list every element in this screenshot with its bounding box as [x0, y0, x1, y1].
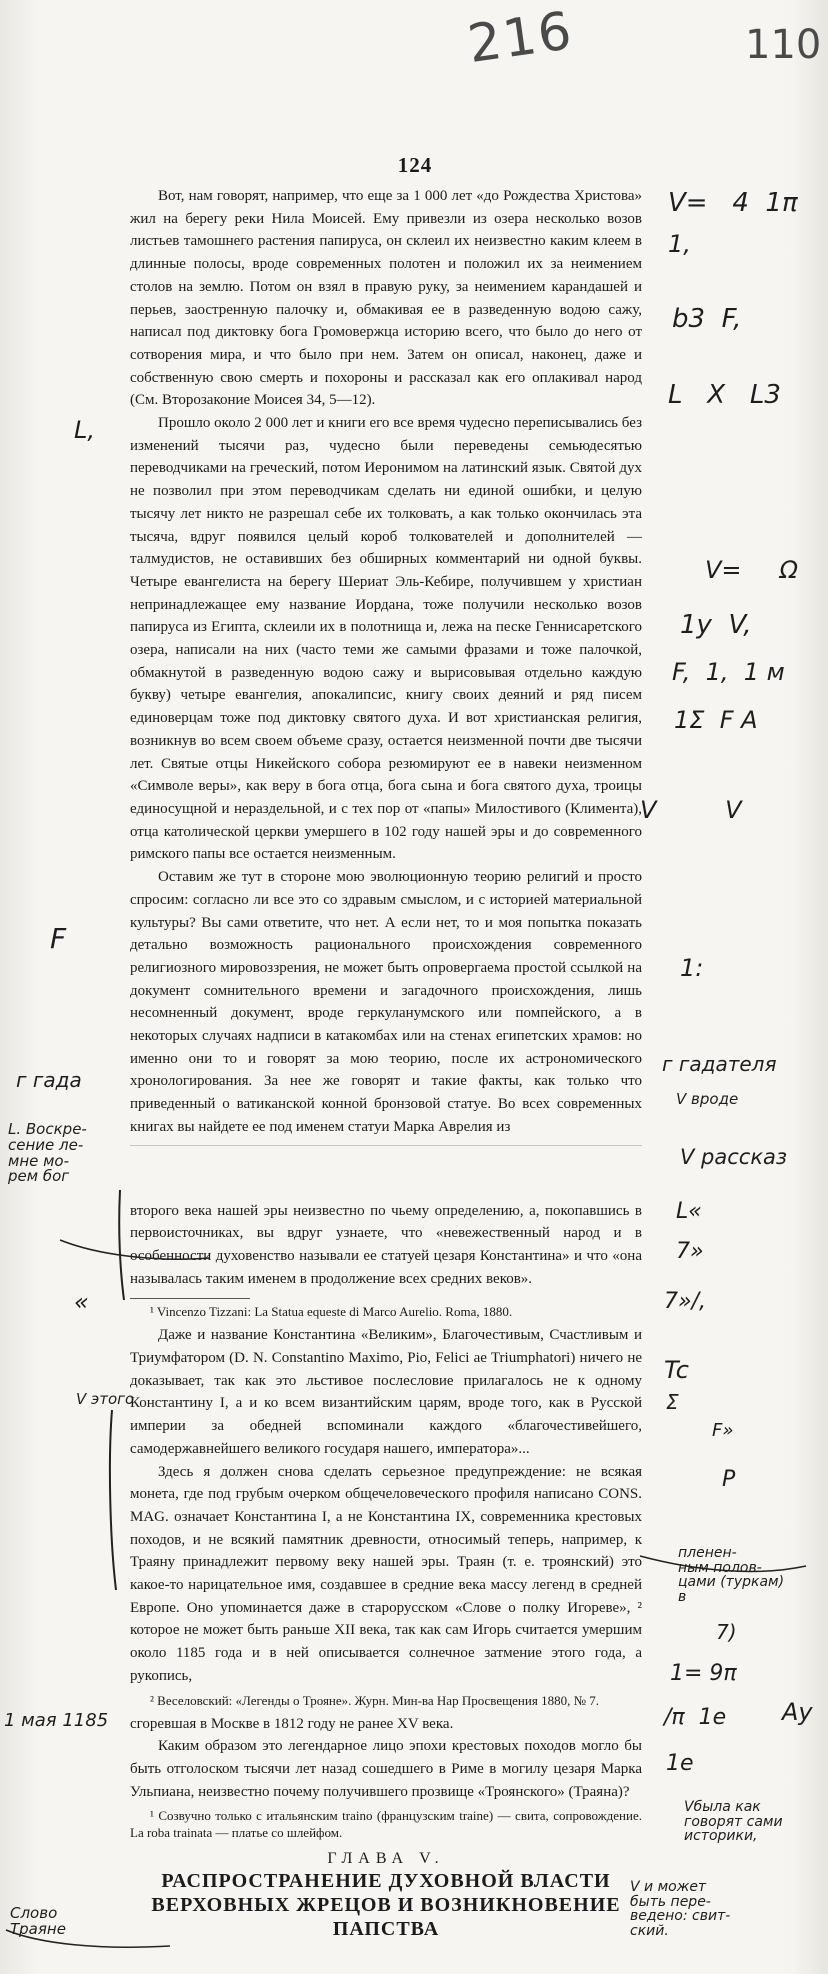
margin-note: /π 1e	[664, 1705, 727, 1730]
margin-note: P	[722, 1467, 736, 1492]
margin-note: 1y V,	[680, 610, 752, 640]
chapter-title: РАСПРОСТРАНЕНИЕ ДУХОВНОЙ ВЛАСТИ ВЕРХОВНЫХ ЖРЕЦОВ И ВОЗНИКНОВЕНИЕ ПАПСТВА	[151, 1870, 621, 1941]
margin-note: 1,	[668, 230, 691, 258]
margin-note: Tc	[664, 1356, 689, 1384]
paragraph: Прошло около 2 000 лет и книги его все время чудесно переписывались без изменений тысячи раз, чудесно были переведены семьюдесятью переводчиками на греческий, потом Иеронимом на латинский язык. Святой дух не позволил при этом переводчикам сделать ни единой ошибки, и целую тысячу лет никто не разрешал себе их толковать, а как только окончилась эта тысяча, вдруг появился целый короб толкователей и дополнителей — талмудистов, не оставивших без обширных комментарий ни одной буквы. Четыре евангелиста на берегу Шериат Эль-Кебире, получившем у христиан непринадлежащее ему название Иордана, тоже получили несколько возов папируса из Египта, склеили их в полотнища и, лежа на песке Геннисаретского озера, написали на них (часто теми же самыми фразами и тоже палочкой, обмакнутой в разведенную водою сажу и вырисовывая отдельно каждую букву) четыре евангелия, апокалипсис, книгу своих деяний и ряд писем единоверцам тоже под диктовку святого духа. И вот христианская религия, возникнув во всем своем объеме сразу, остается неизменной почти две тысячи лет. Святые отцы Никейского собора резюмируют ее в навеки неизменном «Символе веры», как веру в бога отца, бога сына и бога святого духа, троицы единосущной и нераздельной, и с тех пор от «папы» Милостивого (Климента), отца католической церкви умершего в 102 году нашей эры и до современного римского папы все остается неизменным.	[130, 415, 642, 863]
paragraph-continuation: сгоревшая в Москве в 1812 году не ранее XV века.	[130, 1715, 454, 1732]
margin-note: F	[50, 922, 67, 955]
margin-note: L Χ L3	[668, 380, 781, 410]
footnote: ² Веселовский: «Легенды о Трояне». Журн. Мин-ва Нар Просвещения 1880, № 7.	[150, 1692, 599, 1708]
margin-note: Слово Траяне	[10, 1904, 66, 1938]
paragraph: Вот, нам говорят, например, что еще за 1 000 лет «до Рождества Христова» жил на берегу реки Нила Моисей. Ему привезли из озера несколько возов листьев тамошнего растения папируса, он склеил их неизвестно каким клеем в длинные полосы, вроде современных полотен и положил их за неимением столов на землю. Потом он взял в правую руку, за неимением карандашей и перьев, заостренную палочку и, обмакивая ее в разведенную водою сажу, написал под диктовку бога Громовержца историю всего, что было до него от сотворения мира, и что было при нем. Затем он описал, наконец, даже и собственную свою смерть и похороны и рассказал как его оплакивал народ (См. Второзаконие Моисея 34, 5—12).	[130, 188, 642, 409]
paragraph-continuation: второго века нашей эры неизвестно по чьему определению, а, покопавшись в первоисточниках, вы вдруг узнаете, что «невежественный народ и в особенности духовенство называли ее статуей цезаря Константина» и что «она называлась таким именем в продолжение всех средних веков».	[130, 1202, 642, 1287]
paragraph: Даже и название Константина «Великим», Благочестивым, Счастливым и Триумфатором (D. N. Constantino Maximo, Pio, Felici ae Triumphatori) ничего не доказывает, так как это льстивое послесловие прилагалось не к одному Константину I, а и ко всем византийским царям, вроде того, как в Русской империи за обедней вспоминали каждого «благочестивейшего, самодержавнейшего великого государя нашего, императора»...	[130, 1327, 642, 1457]
archive-number-stamp: 216	[464, 0, 577, 76]
margin-note: Σ	[666, 1390, 679, 1414]
margin-note: «	[74, 1288, 89, 1316]
margin-note: 1:	[680, 954, 704, 982]
margin-note: 7»/,	[664, 1289, 706, 1314]
margin-note: 1e	[666, 1751, 694, 1776]
margin-note: V= 4 1π	[668, 188, 798, 218]
margin-note: 7»	[676, 1239, 704, 1264]
corner-page-number: 110	[745, 22, 822, 68]
footnote: ¹ Созвучно только с итальянским traino (французским traine) — свита, сопровождение. La roba trainata — платье со шлейфом.	[130, 1808, 642, 1841]
paragraph: Здесь я должен снова сделать серьезное предупреждение: не всякая монета, где под грубым очерком общечеловеческого профиля написано CONS. MAG. означает Константина I, а не Константина IX, современника крестовых походов, и не всякий памятник древности, относимый теперь, например, к Траяну принадлежит первому веку нашей эры. Траян (т. е. троянский) это какое-то нарицательное имя, создавшее в средние века массу легенд в средней Европе. Оно упоминается даже в старорусском «Слове о полку Игореве», ² которое не может быть раньше XII века, так как сам Игорь считается умершим около 1185 года и в ней описывается солнечное затмение этого года, а рукопись,	[130, 1463, 642, 1684]
margin-note: V рассказ	[680, 1145, 788, 1169]
margin-note: 7)	[716, 1620, 737, 1644]
margin-note: L«	[676, 1199, 702, 1224]
margin-note: V V	[640, 796, 742, 824]
margin-note: V и может быть пере- ведено: свит- ский.	[630, 1879, 731, 1940]
margin-note: F»	[712, 1420, 734, 1441]
margin-note: L,	[74, 416, 95, 444]
main-text	[130, 185, 642, 1941]
margin-note: b3 F,	[672, 304, 742, 334]
margin-note: 1 мая 1185	[4, 1710, 109, 1731]
paragraph: Каким образом это легендарное лицо эпохи крестовых походов могло бы быть отголоском тысячи лет назад сошедшего в Риме в могилу цезаря Марка Ульпиана, неизвестно почему получившего прозвище «Троянского» (Траяна)?	[130, 1738, 642, 1800]
margin-note: 1Σ F A	[674, 706, 758, 734]
margin-note: V этого	[76, 1390, 135, 1408]
page-number: 124	[397, 153, 433, 177]
margin-note: F, 1, 1 м	[672, 658, 785, 686]
paragraph: Оставим же тут в стороне мою эволюционную теорию религий и просто спросим: согласно ли все это со здравым смыслом, и с историей материальной культуры? Вы сами ответите, что нет. А если нет, то и моя попытка показать детально возможность рационального происхождения современного религиозного мировоззрения, не может быть опровергаема простой ссылкой на документ сомнительного времени и загадочного происхождения, лишь несомненный документ, вроде геркуланумского или помпейского, а в некоторых случаях надписи в катакомбах или на стенах египетских храмов: но именно они то и говорят за мою теорию, после их астрономического хронологирования. За нее же говорят и такие факты, как только что приведенный о ватиканской конной бронзовой статуе. Во всех современных книгах вы найдете ее под именем статуи Марка Аврелия из	[130, 869, 642, 1135]
margin-note: 1= 9π	[670, 1661, 737, 1686]
margin-note: V= Ω	[705, 556, 799, 584]
chapter-label: ГЛАВА V.	[327, 1850, 445, 1868]
margin-note: Vбыла как говорят сами историки,	[684, 1799, 783, 1845]
margin-note: V вроде	[676, 1090, 739, 1108]
margin-note: г гада	[16, 1068, 82, 1092]
footnote-separator	[130, 1298, 250, 1299]
margin-note: пленен- ным полов- цами (туркам) в	[678, 1545, 785, 1606]
margin-note: г гадателя	[662, 1052, 777, 1076]
footnote: ¹ Vincenzo Tizzani: La Statua equeste di Marco Aurelio. Roma, 1880.	[150, 1304, 513, 1320]
margin-note: L. Воскре- сение ле- мне мо- рем бог	[8, 1120, 87, 1186]
margin-note: Ay	[782, 1698, 813, 1726]
page-splice-divider	[130, 1145, 642, 1196]
